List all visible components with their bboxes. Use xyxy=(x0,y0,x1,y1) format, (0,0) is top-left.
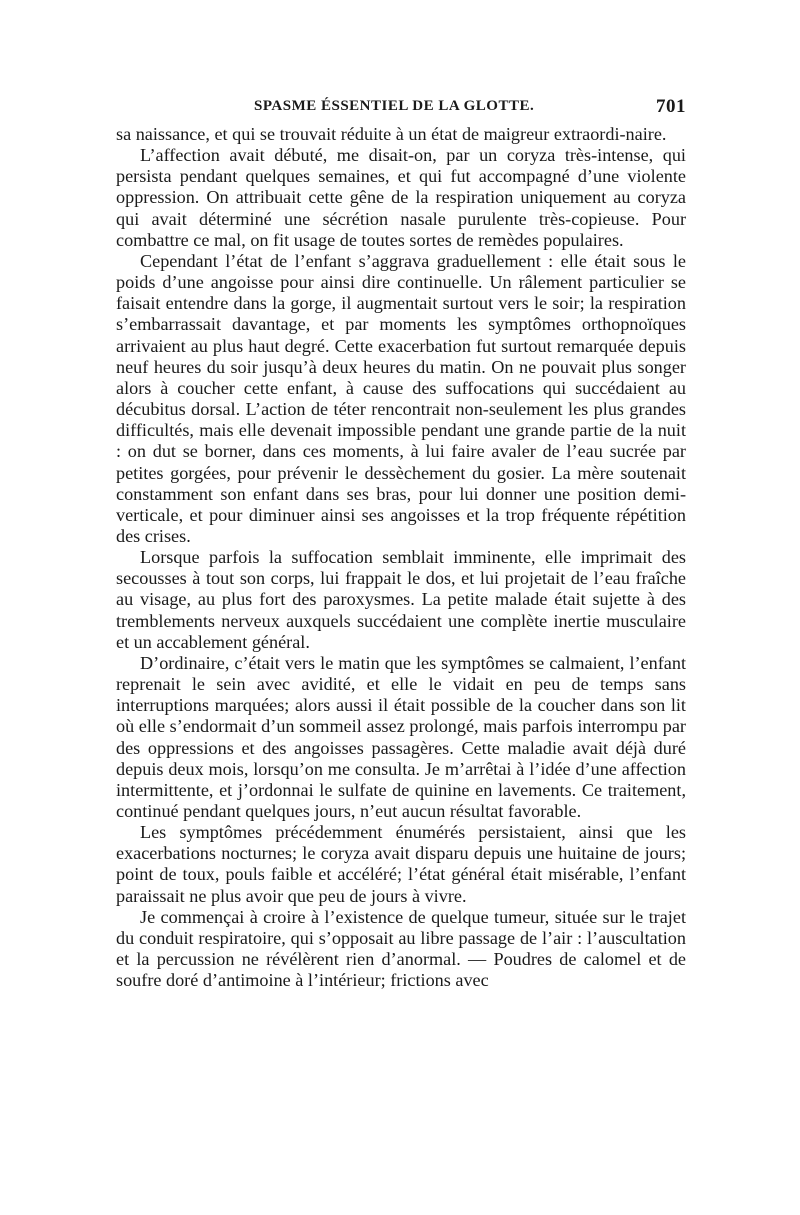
paragraph: Lorsque parfois la suffocation semblait imminente, elle imprimait des secousses à tout son corps, lui frappait le dos, et lui projetait de l’eau fraîche au visage, au plus fort des paroxysmes. La petite malade était sujette à des tremblements nerveux auxquels succédaient une complète inertie musculaire et un accablement général. xyxy=(116,547,686,652)
paragraph-continuation: sa naissance, et qui se trouvait réduite à un état de maigreur extraordi-naire. xyxy=(116,124,667,144)
paragraph: L’affection avait débuté, me disait-on, par un coryza très-intense, qui persista pendant quelques semaines, et qui fut accompagné d’une violente oppression. On attribuait cette gêne de la respiration uniquement au coryza qui avait déterminé une sécrétion nasale purulente très-copieuse. Pour combattre ce mal, on fit usage de toutes sortes de remèdes populaires. xyxy=(116,145,686,250)
paragraph: Je commençai à croire à l’existence de quelque tumeur, située sur le trajet du conduit respiratoire, qui s’opposait au libre passage de l’air : l’auscultation et la percussion ne révélèrent rien d’anormal. — Poudres de calomel et de soufre doré d’antimoine à l’intérieur; frictions avec xyxy=(116,906,686,991)
page-number: 701 xyxy=(656,96,686,117)
running-header xyxy=(116,96,686,124)
paragraph: Cependant l’état de l’enfant s’aggrava graduellement : elle était sous le poids d’une angoisse pour ainsi dire continuelle. Un râlement particulier se faisait entendre dans la gorge, il augmentait surtout vers le soir; la respiration s’embarrassait davantage, et par moments les symptômes orthopnoïques arrivaient au plus haut degré. Cette exacerbation fut surtout remarquée depuis neuf heures du soir jusqu’à deux heures du matin. On ne pouvait plus songer alors à coucher cette enfant, à cause des suffocations qui succédaient au décubitus dorsal. L’action de téter rencontrait non-seulement les plus grandes difficultés, mais elle devenait impossible pendant une grande partie de la nuit : on dut se borner, dans ces moments, à lui faire avaler de l’eau sucrée par petites gorgées, pour prévenir le dessèchement du gosier. La mère soutenait constamment son enfant dans ses bras, pour lui donner une position demi-verticale, et pour diminuer ainsi ses angoisses et la trop fréquente répétition des crises. xyxy=(116,250,686,546)
running-title: SPASME ÉSSENTIEL DE LA GLOTTE. xyxy=(254,98,535,114)
book-page xyxy=(116,96,686,991)
body-text xyxy=(116,124,686,991)
paragraph: Les symptômes précédemment énumérés persistaient, ainsi que les exacerbations nocturnes; le coryza avait disparu depuis une huitaine de jours; point de toux, pouls faible et accéléré; l’état général était misérable, l’enfant paraissait ne plus avoir que peu de jours à vivre. xyxy=(116,822,686,906)
paragraph: D’ordinaire, c’était vers le matin que les symptômes se calmaient, l’enfant reprenait le sein avec avidité, et elle le vidait en peu de temps sans interruptions marquées; alors aussi il était possible de la coucher dans son lit où elle s’endormait d’un sommeil assez prolongé, mais parfois interrompu par des oppressions et des angoisses passagères. Cette maladie avait déjà duré depuis deux mois, lorsqu’on me consulta. Je m’arrêtai à l’idée d’une affection intermittente, et j’ordonnai le sulfate de quinine en lavements. Ce traitement, continué pendant quelques jours, n’eut aucun résultat favorable. xyxy=(116,652,686,821)
